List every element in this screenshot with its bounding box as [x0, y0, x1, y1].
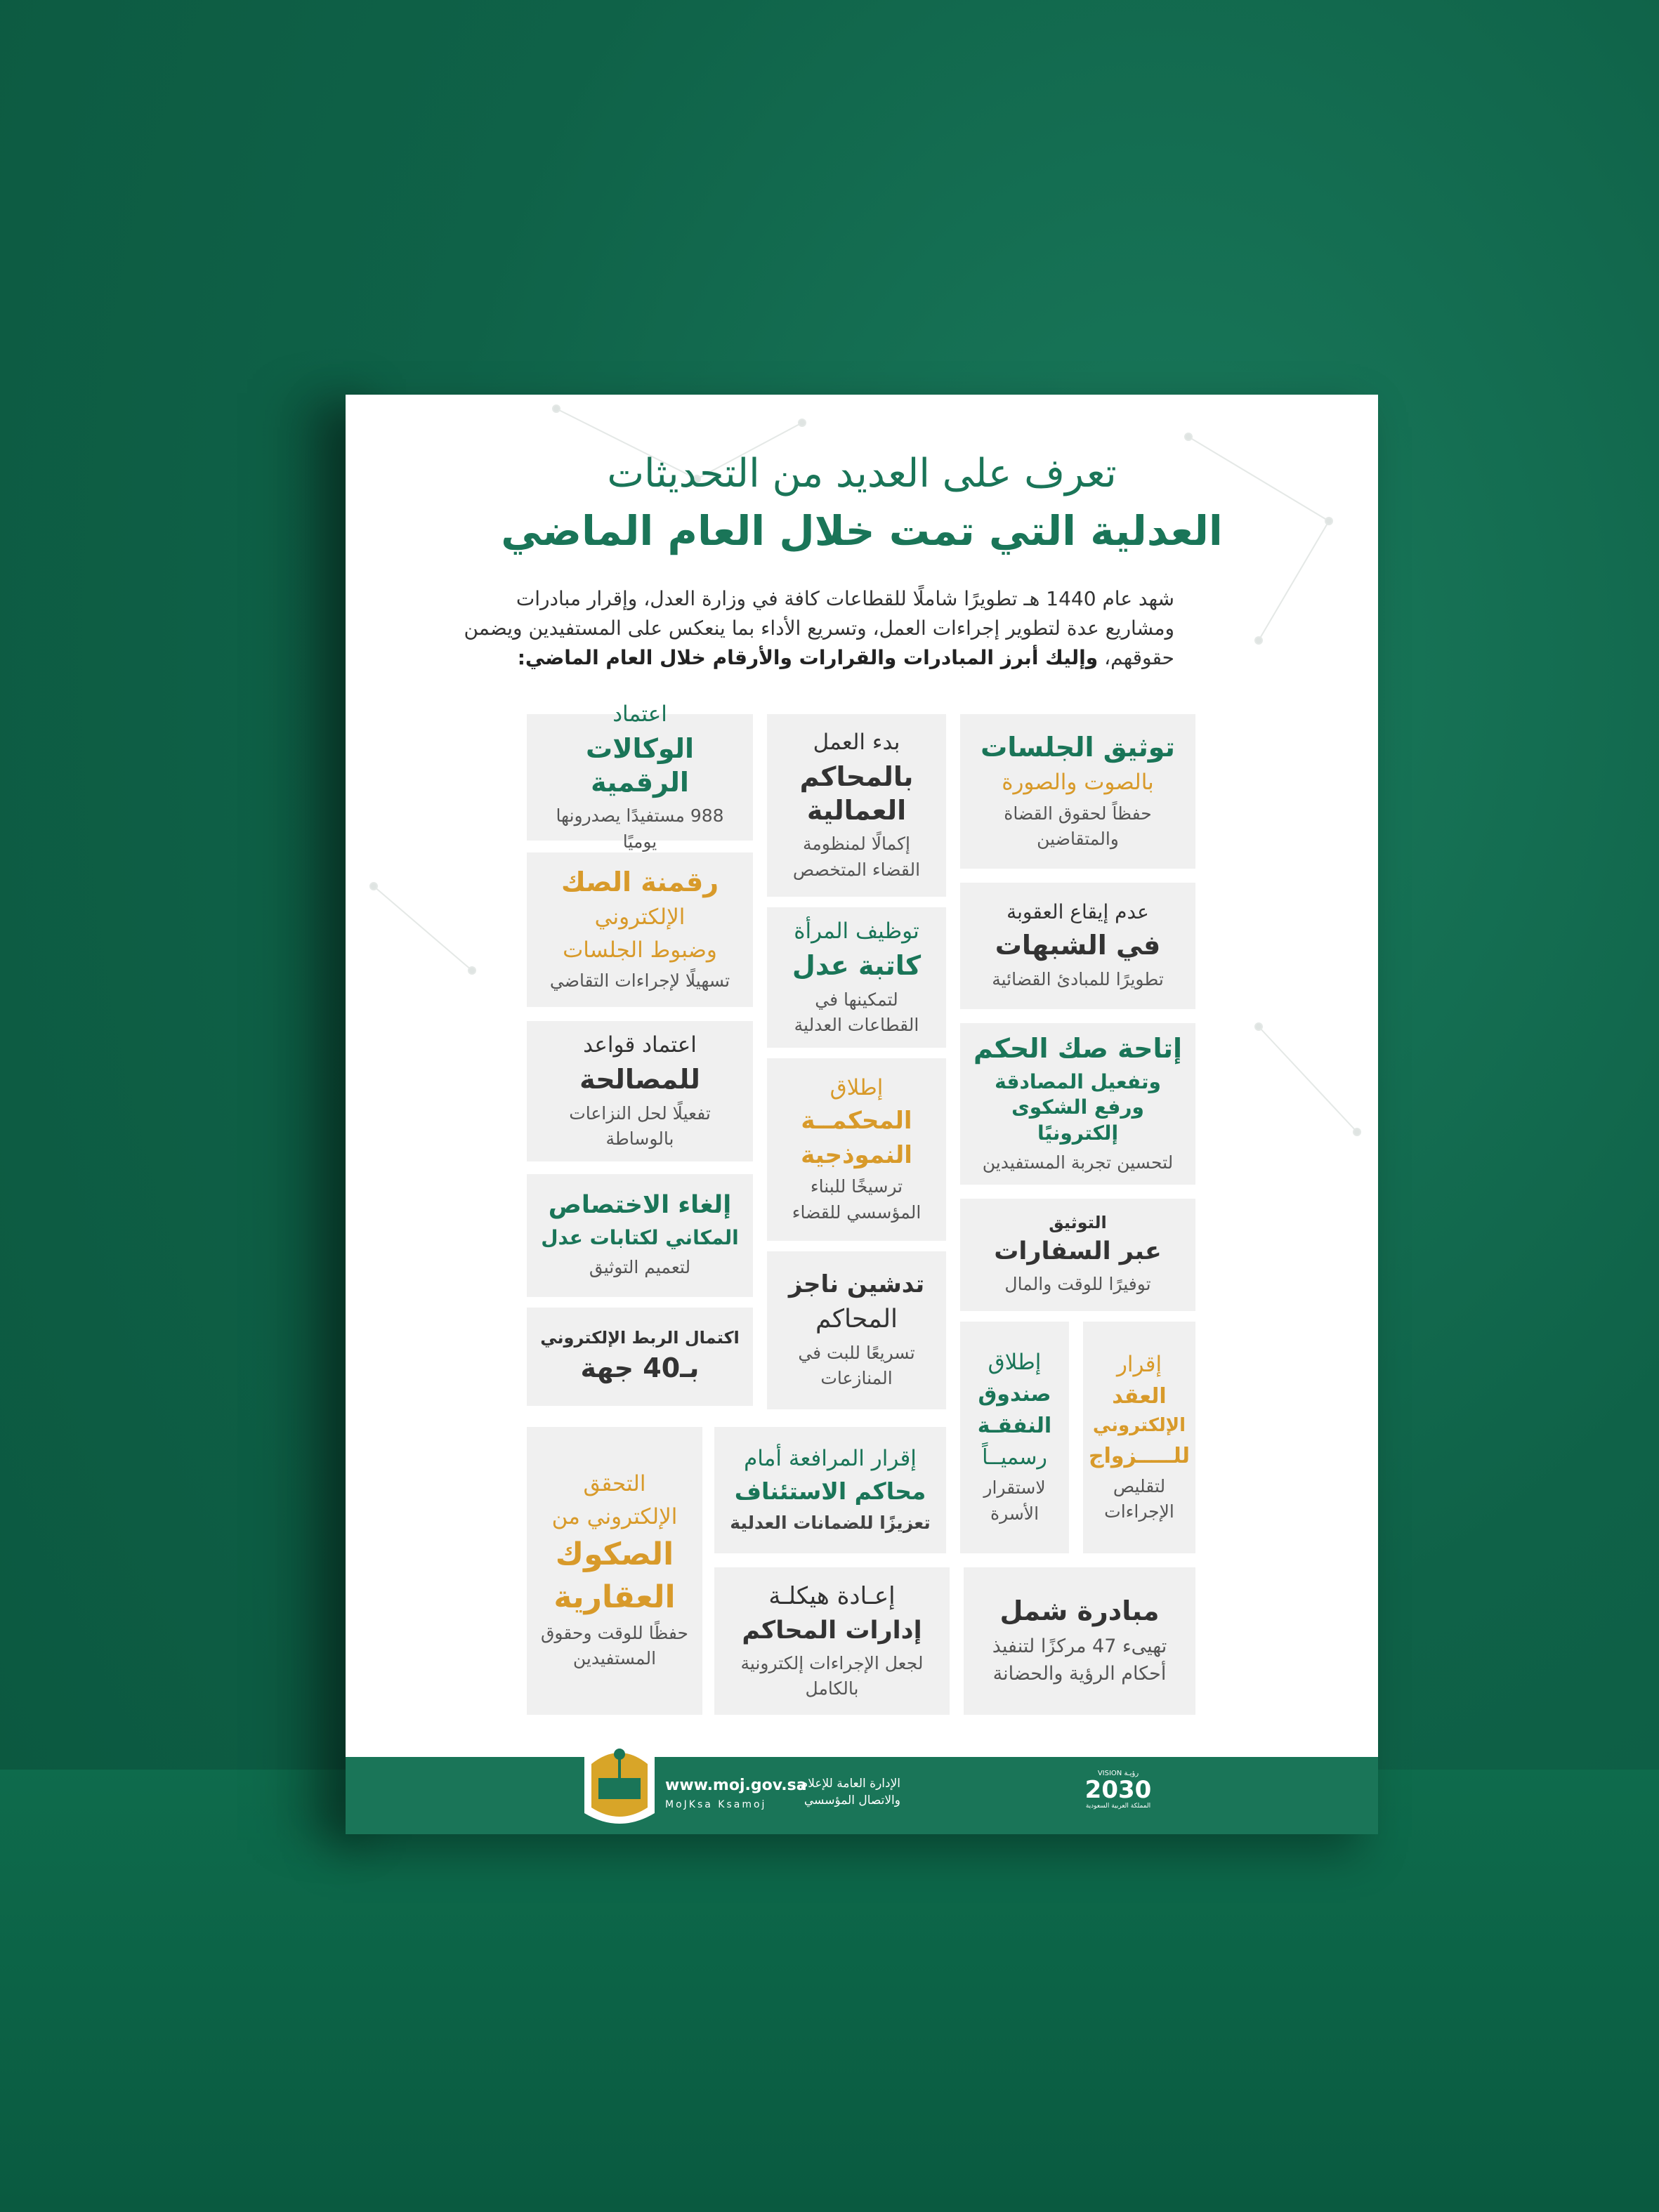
intro-bold: وإليك أبرز المبادرات والقرارات والأرقام خلال العام الماضي: [517, 646, 1099, 669]
card-title: التحقق [583, 1471, 646, 1497]
card-line: النفقـة [977, 1414, 1052, 1439]
card-title: عدم إيقاع العقوبة [1006, 900, 1149, 923]
card-caption: حفظاً لحقوق القضاة والمتقاضين [1004, 803, 1152, 849]
card-title: إقرار المرافعة أمام [744, 1446, 917, 1472]
card-women-clerk [767, 907, 946, 1048]
card-line: المحكمــة [801, 1107, 912, 1135]
card-title: توظيف المرأة [794, 918, 919, 944]
poster-footer [346, 1757, 1378, 1834]
floor-background [0, 1770, 1659, 2212]
card-line: الإلكتروني [594, 904, 686, 930]
card-reconciliation [527, 1021, 753, 1161]
card-caption: لتحسين تجربة المستفيدين [982, 1152, 1174, 1173]
poster [346, 395, 1378, 1834]
vision-2030-logo [1076, 1770, 1160, 1810]
card-title: بدء العمل [813, 730, 900, 756]
card-line: صندوق [978, 1382, 1051, 1407]
card-caption: تسريعًا للبت في المنازعات [798, 1342, 915, 1389]
card-caption: حفظًا للوقت وحقوق المستفيدين [541, 1623, 688, 1669]
card-embassies [960, 1199, 1195, 1311]
card-line: وضبوط الجلسات [563, 937, 717, 963]
vision-year: 2030 [1084, 1776, 1152, 1804]
card-line: الإلكتروني من [551, 1503, 678, 1529]
vision-label: VISION رؤيـة [1097, 1770, 1139, 1777]
card-judgment-deed [960, 1023, 1195, 1185]
card-model-court [767, 1058, 946, 1241]
card-title: إطلاق [988, 1350, 1042, 1376]
card-property-deeds [527, 1427, 702, 1715]
card-caption: ترسيخًا للبناء المؤسسي للقضاء [792, 1176, 922, 1223]
card-alimony-fund [960, 1322, 1069, 1553]
card-caption: تفعيلًا لحل النزاعات بالوساطة [569, 1102, 711, 1149]
card-title: إقرار [1116, 1351, 1162, 1377]
card-shaml [964, 1567, 1195, 1715]
card-labor-courts [767, 714, 946, 897]
card-caption: تعزيزًا للضمانات العدلية [730, 1512, 931, 1533]
intro-paragraph [458, 584, 1174, 673]
card-caption: إكمالًا لمنظومة القضاء المتخصص [792, 834, 921, 880]
card-restructure [714, 1567, 950, 1715]
card-av-recording [960, 714, 1195, 869]
card-line: رسميــاً [982, 1445, 1047, 1470]
card-caption: توفيرًا للوقت والمال [1004, 1273, 1151, 1294]
card-title: مبادرة شمل [999, 1595, 1160, 1627]
intro-text: شهد عام 1440 هـ تطويرًا شاملًا للقطاعات كافة في وزارة العدل، وإقرار مبادرات ومشاريع عدة لتطوير إجراءات العمل، وتسريع الأداء بما ينعكس على المستفيدين ويضمن حقوقهم، [464, 587, 1174, 669]
card-title: تدشين ناجز [788, 1270, 925, 1298]
card-subtitle: في الشبهات [995, 930, 1161, 961]
card-najiz [767, 1251, 946, 1409]
card-line: العقد [1112, 1384, 1167, 1409]
card-subtitle: محاكم الاستئناف [734, 1477, 926, 1506]
card-subtitle: إدارات المحاكم [742, 1616, 922, 1645]
vision-subtitle: المملكة العربية السعودية [1085, 1803, 1151, 1810]
card-caption: تسهيلًا لإجراءات التقاضي [549, 970, 730, 991]
card-digital-agencies [527, 702, 753, 852]
card-subtitle: وتفعيل المصادقة ورفع الشكوى إلكترونيًا [995, 1070, 1161, 1145]
department-line2: والاتصال المؤسسي [804, 1793, 900, 1808]
card-title: اعتماد قواعد [583, 1032, 697, 1058]
card-line: الإلكتروني [1092, 1415, 1186, 1436]
card-caption: لجعل الإجراءات إلكترونية بالكامل [740, 1652, 924, 1699]
ministry-logo [577, 1729, 662, 1834]
department-line1: الإدارة العامة للإعلام [800, 1777, 900, 1791]
card-subtitle: بالصوت والصورة [1002, 770, 1154, 796]
card-subtitle: المحاكم [815, 1305, 898, 1334]
card-title: التوثيق [1049, 1213, 1107, 1232]
card-e-link [527, 1308, 753, 1406]
card-subtitle: عبر السفارات [994, 1237, 1162, 1265]
card-title: إعـادة هيكلـة [768, 1581, 896, 1610]
card-caption: لاستقرار الأسرة [983, 1477, 1046, 1524]
card-subtitle: بـ40 جهة [580, 1352, 700, 1384]
headline-line1: تعرف على العديد من التحديثات [607, 451, 1117, 496]
card-title: إلغاء الاختصاص [548, 1191, 732, 1220]
card-subtitle: المكاني لكتابات عدل [541, 1226, 739, 1250]
card-caption: تطويرًا للمبادئ القضائية [992, 968, 1164, 989]
card-subtitle: بالمحاكم العمالية [799, 761, 914, 826]
headline-line2: العدلية التي تمت خلال العام الماضي [501, 507, 1223, 555]
card-title: إطلاق [830, 1075, 884, 1101]
card-subtitle: الوكالات الرقمية [586, 733, 694, 798]
card-caption: لتمكينها في القطاعات العدلية [794, 989, 919, 1035]
card-subtitle: كاتبة عدل [792, 950, 922, 982]
website-url[interactable]: www.moj.gov.sa [665, 1777, 807, 1794]
card-line: النموذجية [801, 1140, 912, 1169]
card-appeal-pleading [714, 1427, 946, 1553]
department-name [795, 1775, 900, 1809]
card-subtitle: للمصالحة [579, 1064, 700, 1095]
card-line: للـــــزواج [1089, 1443, 1190, 1468]
card-title: اكتمال الربط الإلكتروني [540, 1328, 740, 1348]
card-line: العقارية [553, 1579, 676, 1616]
card-caption: 988 مستفيدًا يصدرونها يوميًا [556, 805, 724, 852]
card-title: توثيق الجلسات [981, 731, 1175, 763]
card-digitize-deed [527, 852, 753, 1007]
card-no-penalty [960, 883, 1195, 1009]
card-title: إتاحة صك الحكم [973, 1032, 1183, 1064]
card-line: الصكوك [555, 1536, 674, 1573]
card-title: رقمنة الصك [560, 866, 719, 897]
card-cancel-jurisdiction [527, 1174, 753, 1297]
card-caption: تهيىء 47 مركزًا لتنفيذ أحكام الرؤية والحضانة [992, 1635, 1167, 1685]
card-caption: لتعميم التوثيق [589, 1257, 691, 1278]
card-e-marriage [1083, 1322, 1195, 1553]
social-handles: MoJKsa Ksamoj [665, 1799, 767, 1810]
card-title: اعتماد [612, 702, 667, 728]
card-caption: لتقليص الإجراءات [1104, 1475, 1174, 1522]
